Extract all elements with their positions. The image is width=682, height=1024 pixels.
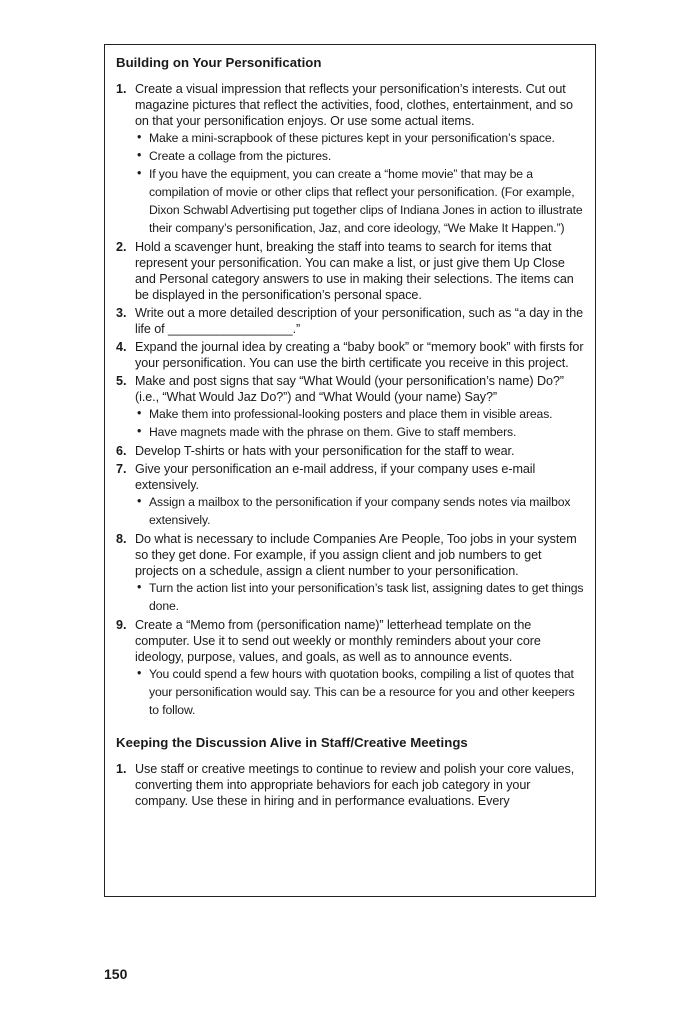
bullet-dot: • (137, 424, 142, 438)
list-item (116, 617, 585, 719)
item-text: Write out a more detailed description of your personification, such as “a day in the life of __________________.” (135, 306, 584, 336)
item-number: 7. (116, 462, 127, 476)
bullet-text: If you have the equipment, you can create a “home movie” that may be a compilation of movie or other clips that reflect your personification. (For example, Dixon Schwabl Advertising put together clips of Indiana Jones in action to illustrate their company’s personification, Jaz, and core ideology, “We Make It Happen.”) (149, 167, 583, 235)
bullet-dot: • (137, 166, 142, 180)
bullet-text: Create a collage from the pictures. (149, 149, 332, 163)
bullet-item (135, 165, 585, 237)
item-number: 8. (116, 532, 127, 546)
bullet-dot: • (137, 580, 142, 594)
list-item (116, 761, 585, 809)
item-text: Hold a scavenger hunt, breaking the staff into teams to search for items that represent your personification. You can make a list, or just give them Up Close and Personal category answers to use in making their selections. The items can be displayed in the personification’s personal space. (135, 240, 574, 302)
item-text: Expand the journal idea by creating a “baby book” or “memory book” with firsts for your personification. You can use the birth certificate you receive in this project. (135, 340, 584, 370)
list-item (116, 339, 585, 371)
bullet-item (135, 665, 585, 719)
item-number: 5. (116, 374, 127, 388)
section-building (116, 55, 585, 719)
bullet-text: You could spend a few hours with quotation books, compiling a list of quotes that your personification would say. This can be a resource for you and other keepers to follow. (149, 667, 575, 717)
numbered-list (116, 81, 585, 719)
item-number: 2. (116, 240, 127, 254)
section-heading: Keeping the Discussion Alive in Staff/Creative Meetings (116, 735, 468, 750)
item-number: 6. (116, 444, 127, 458)
item-text: Do what is necessary to include Companies Are People, Too jobs in your system so they get done. For example, if you assign client and job numbers to get projects on a schedule, assign a client number to your personification. (135, 532, 577, 578)
item-text: Develop T-shirts or hats with your personification for the staff to wear. (135, 444, 515, 458)
sidebar-box (104, 44, 596, 897)
bullet-dot: • (137, 406, 142, 420)
bullet-dot: • (137, 666, 142, 680)
bullet-item (135, 579, 585, 615)
bullet-dot: • (137, 130, 142, 144)
item-text: Make and post signs that say “What Would (your personification’s name) Do?” (i.e., “What Would Jaz Do?”) and “What Would (your name) Say?” (135, 374, 564, 404)
item-number: 3. (116, 306, 127, 320)
bullet-list (135, 665, 585, 719)
section-heading: Building on Your Personification (116, 55, 322, 70)
bullet-dot: • (137, 148, 142, 162)
bullet-text: Assign a mailbox to the personification if your company sends notes via mailbox extensively. (149, 495, 571, 527)
bullet-text: Make them into professional-looking posters and place them in visible areas. (149, 407, 553, 421)
bullet-dot: • (137, 494, 142, 508)
list-item (116, 239, 585, 303)
item-text: Create a visual impression that reflects your personification’s interests. Cut out magazine pictures that reflect the activities, food, clothes, entertainment, and so on that your personification enjoys. Or use some actual items. (135, 82, 573, 128)
item-text: Use staff or creative meetings to continue to review and polish your core values, converting them into appropriate behaviors for each job category in your company. Use these in hiring and in performance evaluations. Every (135, 762, 575, 808)
bullet-list (135, 579, 585, 615)
page-number: 150 (104, 966, 128, 982)
bullet-text: Turn the action list into your personification’s task list, assigning dates to get things done. (149, 581, 584, 613)
bullet-item (135, 423, 585, 441)
numbered-list (116, 761, 585, 809)
bullet-list (135, 493, 585, 529)
bullet-item (135, 129, 585, 147)
item-text: Give your personification an e-mail address, if your company uses e-mail extensively. (135, 462, 536, 492)
list-item (116, 81, 585, 237)
item-number: 1. (116, 762, 127, 776)
section-staff-meetings (116, 735, 585, 809)
bullet-item (135, 493, 585, 529)
bullet-list (135, 405, 585, 441)
item-number: 4. (116, 340, 127, 354)
item-number: 9. (116, 618, 127, 632)
list-item (116, 373, 585, 441)
bullet-item (135, 147, 585, 165)
bullet-text: Make a mini-scrapbook of these pictures kept in your personification’s space. (149, 131, 555, 145)
list-item (116, 443, 585, 459)
bullet-item (135, 405, 585, 423)
bullet-list (135, 129, 585, 237)
list-item (116, 531, 585, 615)
list-item (116, 461, 585, 529)
item-number: 1. (116, 82, 127, 96)
list-item (116, 305, 585, 337)
item-text: Create a “Memo from (personification name)” letterhead template on the computer. Use it to send out weekly or monthly reminders about your core ideology, purpose, values, and goals, as well as to announce events. (135, 618, 541, 664)
bullet-text: Have magnets made with the phrase on them. Give to staff members. (149, 425, 517, 439)
